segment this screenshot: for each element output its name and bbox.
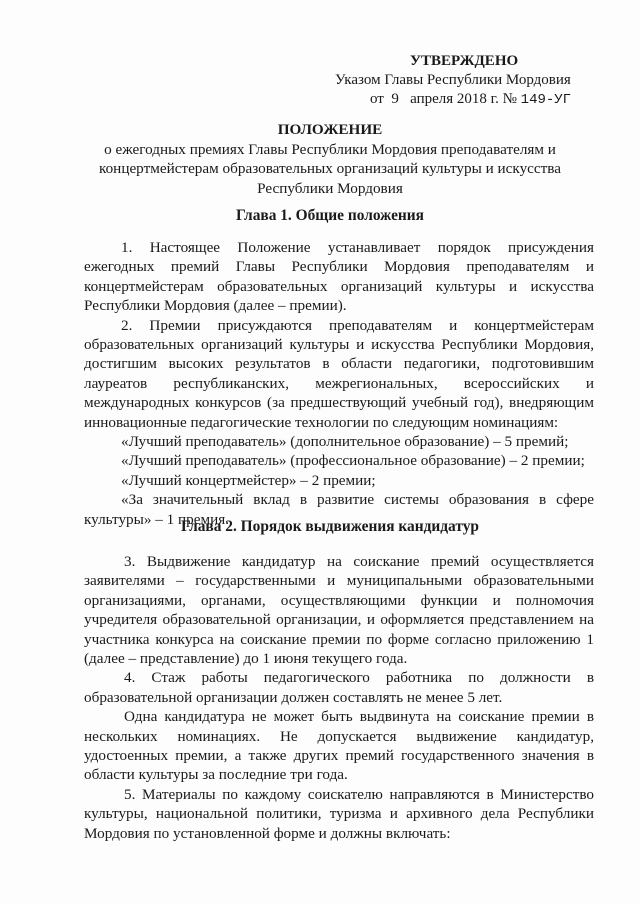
nomination-3: «Лучший концертмейстер» – 2 премии;: [121, 471, 376, 489]
approval-stamp: [300, 52, 600, 110]
chapter-2-body: [84, 552, 594, 843]
paragraph-3: 3. Выдвижение кандидатур на соискание премий осуществляется заявителями – государственными и муниципальными образовательными организациями, органами, осуществляющими функции и полномочия учредителя образовательной организации, и оформляется представлением на участника конкурса на соискание премии по форме согласно приложению 1 (далее – представление) до 1 июня текущего года.: [84, 553, 594, 668]
nomination-2: «Лучший преподаватель» (профессиональное образование) – 2 премии;: [121, 452, 585, 470]
document-heading: [80, 120, 580, 198]
document-subtitle-line-3: Республики Мордовия: [257, 179, 403, 197]
document-subtitle-line-2: концертмейстерам образовательных организаций культуры и искусства: [98, 160, 561, 177]
paragraph-4: 4. Стаж работы педагогического работника по должности в образовательной организации должен составлять не менее 5 лет.: [84, 669, 594, 706]
document-subtitle-line-1: о ежегодных премиях Главы Республики Мордовия преподавателям и: [104, 140, 556, 158]
chapter-2-title: Глава 2. Порядок выдвижения кандидатур: [181, 518, 479, 535]
paragraph-2: 2. Премии присуждаются преподавателям и концертмейстерам образовательных организаций культуры и искусства Республики Мордовия, достигшим высоких результатов в области педагогики, подготовившим лауреатов республиканских, межрегиональных, всероссийских и международных конкурсов (за предшествующий учебный год), внедряющим инновационные педагогические технологии по следующим номинациям:: [84, 316, 594, 431]
nomination-1: «Лучший преподаватель» (дополнительное образование) – 5 премий;: [121, 433, 569, 451]
paragraph-5: 5. Материалы по каждому соискателю направляются в Министерство культуры, национальной политики, туризма и архивного дела Республики Мордовия по установленной форме и должны включать:: [84, 785, 594, 842]
paragraph-1: 1. Настоящее Положение устанавливает порядок присуждения ежегодных премий Главы Республики Мордовия преподавателям и концертмейстерам образовательных организаций культуры и искусства Республики Мордовия (далее – премии).: [84, 239, 594, 315]
approval-decree-number: 149-УГ: [520, 92, 572, 108]
approval-date-prefix: от: [370, 91, 384, 107]
approval-date-rest: апреля 2018 г. №: [410, 91, 517, 107]
approval-date-line: [300, 90, 600, 110]
document-title: ПОЛОЖЕНИЕ: [277, 121, 383, 138]
paragraph-4-continued: Одна кандидатура не может быть выдвинута на соискание премии в нескольких номинациях. Не допускается выдвижение кандидатур, удостоенных премии, а также других премий государственного значения в области культуры за последние три года.: [84, 708, 594, 784]
approval-title: УТВЕРЖДЕНО: [410, 53, 519, 69]
approval-date-day: 9: [391, 91, 399, 107]
nomination-4: «За значительный вклад в развитие системы образования в сфере культуры» – 1 премия.: [84, 491, 594, 528]
approval-decree-line: Указом Главы Республики Мордовия: [335, 72, 571, 88]
chapter-1-title: Глава 1. Общие положения: [236, 207, 424, 224]
chapter-1-body: [84, 238, 594, 529]
